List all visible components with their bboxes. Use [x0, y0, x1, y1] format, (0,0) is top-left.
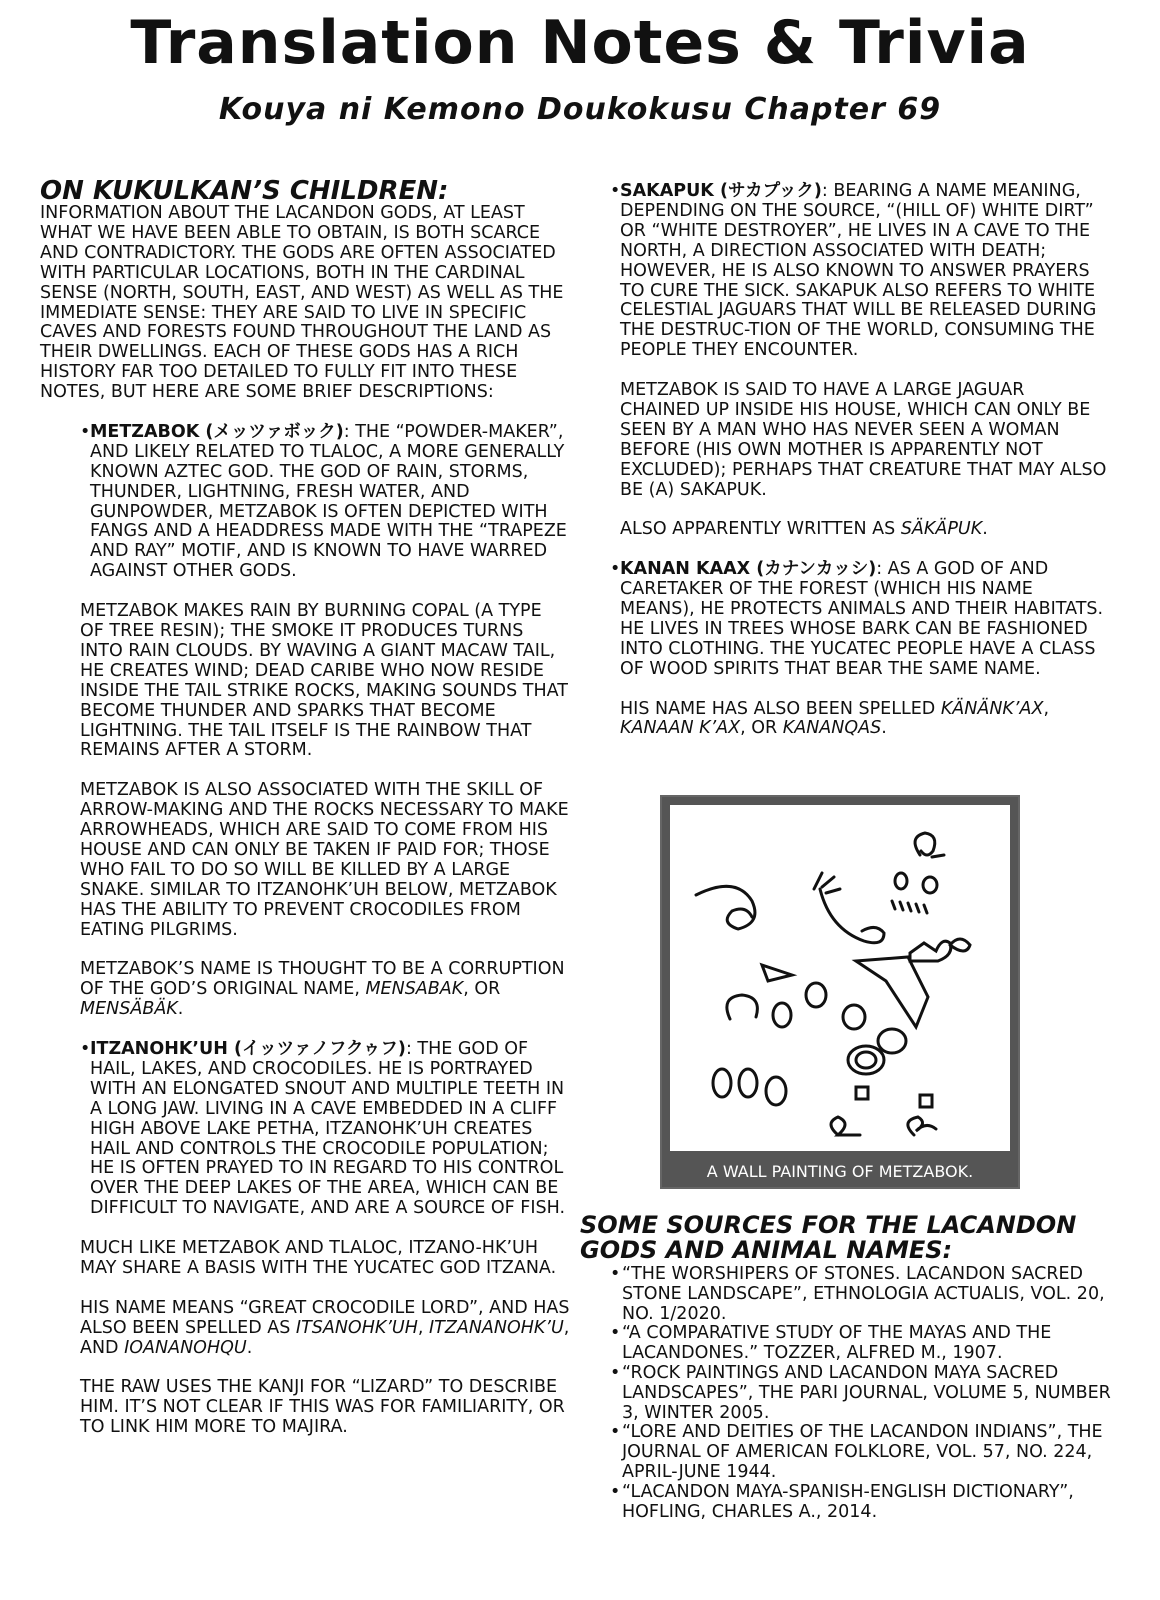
bullet-icon: • [610, 1323, 621, 1344]
source-text: “LACANDON MAYA-SPANISH-ENGLISH DICTIONARY”, HOFLING, CHARLES A., 2014. [622, 1481, 1074, 1522]
alt-spelling: ITZANANOHK’U [429, 1317, 564, 1338]
sources-list [580, 1265, 1120, 1522]
source-text: “ROCK PAINTINGS AND LACANDON MAYA SACRED LANDSCAPES”, THE PARI JOURNAL, VOLUME 5, NUMBER 3, WINTER 2005. [622, 1362, 1111, 1423]
source-text: “A COMPARATIVE STUDY OF THE MAYAS AND THE LACANDONES.” TOZZER, ALFRED M., 1907. [622, 1323, 1052, 1364]
source-text: “THE WORSHIPERS OF STONES. LACANDON SACRED STONE LANDSCAPE”, ETHNOLOGIA ACTUALIS, VOL. 20, NO. 1/2020. [622, 1264, 1105, 1324]
text-segment: . [881, 718, 887, 739]
source-item [610, 1364, 1120, 1423]
entry-sakapuk [610, 182, 1110, 361]
text-segment: , OR [740, 718, 783, 739]
entry-description: : THE “POWDER-MAKER”, AND LIKELY RELATED TO TLALOC, A MORE GENERALLY KNOWN AZTEC GOD. THE GOD OF RAIN, STORMS, THUNDER, LIGHTNING, FRESH WATER, AND GUNPOWDER, METZABOK IS OFTEN DEPICTED WITH FANGS AND A HEADDRESS MADE WITH THE “TRAPEZE AND RAY” MOTIF, AND IS KNOWN TO HAVE WARRED AGAINST OTHER GODS. [90, 421, 567, 582]
text-segment: , AND [80, 1317, 570, 1358]
page-title: Translation Notes & Trivia [130, 8, 1030, 78]
alt-spelling: KANAAN K’AX [620, 718, 741, 739]
entry-description: : AS A GOD OF AND CARETAKER OF THE FOREST (WHICH HIS NAME MEANS), HE PROTECTS ANIMALS AND THEIR HABITATS. HE LIVES IN TREES WHOSE BARK CAN BE FASHIONED INTO CLOTHING. THE YUCATEC PEOPLE HAVE A CLASS OF WOOD SPIRITS THAT BEAR THE SAME NAME. [620, 559, 1104, 679]
alt-spelling: IOANANOHQU [124, 1337, 247, 1358]
left-column [40, 176, 570, 1458]
alt-spelling: MENSABAK [365, 979, 464, 1000]
itzanohkuh-paragraph-4: THE RAW USES THE KANJI FOR “LIZARD” TO DESCRIBE HIM. IT’S NOT CLEAR IF THIS WAS FOR FAMILIARITY, OR TO LINK HIM MORE TO MAJIRA. [80, 1377, 565, 1438]
text-segment: . [177, 999, 184, 1020]
sakapuk-paragraph-3 [610, 520, 1110, 540]
text-segment: METZABOK’S NAME IS THOUGHT TO BE A CORRUPTION OF THE GOD’S ORIGINAL NAME, [80, 959, 565, 1000]
alt-spelling: SÄKÄPUK [900, 519, 983, 540]
text-segment: , OR [463, 979, 501, 1000]
bullet-icon: • [610, 181, 621, 201]
bullet-icon: • [610, 559, 621, 580]
text-segment: HIS NAME MEANS “GREAT CROCODILE LORD”, AND HAS ALSO BEEN SPELLED AS [80, 1297, 570, 1338]
source-item [610, 1483, 1120, 1523]
entry-description: : THE GOD OF HAIL, LAKES, AND CROCODILES. HE IS PORTRAYED WITH AN ELONGATED SNOUT AND MULTIPLE TEETH IN A LONG JAW. LIVING IN A CAVE EMBEDDED IN A CLIFF HIGH ABOVE LAKE PETHA, ITZANOHK’UH CREATES HAIL AND CONTROLS THE CROCODILE POPULATION; HE IS OFTEN PRAYED TO IN REGARD TO HIS CONTROL OVER THE DEEP LAKES OF THE AREA, WHICH CAN BE DIFFICULT TO NAVIGATE, AND ARE A SOURCE OF FISH. [90, 1038, 566, 1219]
entry-name: SAKAPUK (サカプック) [620, 181, 822, 201]
text-segment: , [1043, 698, 1050, 719]
entry-description: : BEARING A NAME MEANING, DEPENDING ON THE SOURCE, “(HILL OF) WHITE DIRT” OR “WHITE DESTROYER”, HE LIVES IN A CAVE TO THE NORTH, A DIRECTION ASSOCIATED WITH DEATH; HOWEVER, HE IS ALSO KNOWN TO ANSWER PRAYERS TO CURE THE SICK. SAKAPUK ALSO REFERS TO WHITE CELESTIAL JAGUARS THAT WILL BE RELEASED DURING THE DESTRUC-TION OF THE WORLD, CONSUMING THE PEOPLE THEY ENCOUNTER. [620, 181, 1097, 361]
sakapuk-paragraph-2: METZABOK IS SAID TO HAVE A LARGE JAGUAR CHAINED UP INSIDE HIS HOUSE, WHICH CAN ONLY BE SEEN BY A MAN WHO HAS NEVER SEEN A WOMAN BEFORE (HIS OWN MOTHER IS APPARENTLY NOT EXCLUDED); PERHAPS THAT CREATURE THAT MAY ALSO BE (A) SAKAPUK. [620, 380, 1107, 500]
bullet-icon: • [610, 1264, 621, 1284]
entry-itzanohkuh [80, 1040, 570, 1219]
alt-spelling: KÄNÄNK’AX [940, 698, 1044, 719]
source-item [610, 1265, 1120, 1324]
intro-paragraph: INFORMATION ABOUT THE LACANDON GODS, AT LEAST WHAT WE HAVE BEEN ABLE TO OBTAIN, IS BOTH SCARCE AND CONTRADICTORY. THE GODS ARE OFTEN ASSOCIATED WITH PARTICULAR LOCATIONS, BOTH IN THE CARDINAL SENSE (NORTH, SOUTH, EAST, AND WEST) AS WELL AS THE IMMEDIATE SENSE: THEY ARE SAID TO LIVE IN SPECIFIC CAVES AND FORESTS FOUND THROUGHOUT THE LAND AS THEIR DWELLINGS. EACH OF THESE GODS HAS A RICH HISTORY FAR TOO DETAILED TO FULLY FIT INTO THESE NOTES, BUT HERE ARE SOME BRIEF DESCRIPTIONS: [40, 203, 564, 403]
text-segment: . [246, 1337, 253, 1358]
source-text: “LORE AND DEITIES OF THE LACANDON INDIANS”, THE JOURNAL OF AMERICAN FOLKLORE, VOL. 57, NO. 224, APRIL-JUNE 1944. [622, 1422, 1103, 1482]
source-item [610, 1324, 1120, 1364]
kanan-kaax-paragraph-2 [610, 700, 1110, 740]
section-heading-kukulkan: ON KUKULKAN’S CHILDREN: [40, 176, 449, 206]
figure-caption: A WALL PAINTING OF METZABOK. [706, 1162, 974, 1181]
text-segment: . [982, 519, 988, 540]
text-segment: , [417, 1317, 430, 1338]
text-segment: ALSO APPARENTLY WRITTEN AS [620, 519, 901, 540]
entry-name: METZABOK (メッツァボック) [90, 421, 344, 442]
bullet-icon: • [610, 1422, 621, 1443]
alt-spelling: ITSANOHK’UH [295, 1317, 418, 1338]
bullet-icon: • [80, 421, 91, 442]
alt-spelling: KANANQAS [782, 718, 882, 739]
alt-spelling: MENSÄBÄK [80, 999, 178, 1020]
bullet-icon: • [610, 1362, 621, 1383]
sources-heading: SOME SOURCES FOR THE LACANDON GODS AND ANIMAL NAMES: [580, 1211, 1077, 1264]
text-segment: HIS NAME HAS ALSO BEEN SPELLED [620, 698, 941, 719]
itzanohkuh-paragraph-3 [80, 1299, 570, 1359]
entry-metzabok [80, 423, 570, 582]
itzanohkuh-paragraph-2: MUCH LIKE METZABOK AND TLALOC, ITZANO-HK’UH MAY SHARE A BASIS WITH THE YUCATEC GOD ITZANA. [80, 1238, 557, 1278]
metzabok-painting-illustration [670, 805, 1010, 1151]
metzabok-paragraph-2: METZABOK MAKES RAIN BY BURNING COPAL (A TYPE OF TREE RESIN); THE SMOKE IT PRODUCES TURNS INTO RAIN CLOUDS. BY WAVING A GIANT MACAW TAIL, HE CREATES WIND; DEAD CARIBE WHO NOW RESIDE INSIDE THE TAIL STRIKE ROCKS, MAKING SOUNDS THAT BECOME THUNDER AND SPARKS THAT BECOME LIGHTNING. THE TAIL ITSELF IS THE RAINBOW THAT REMAINS AFTER A STORM. [80, 601, 568, 761]
page-subtitle: Kouya ni Kemono Doukokusu Chapter 69 [218, 92, 942, 127]
bullet-icon: • [80, 1038, 91, 1059]
source-item [610, 1423, 1120, 1482]
entry-kanan-kaax [610, 560, 1110, 679]
metzabok-paragraph-4 [80, 960, 570, 1020]
entry-name: ITZANOHK’UH (イッツァノフクゥフ) [90, 1038, 406, 1059]
metzabok-paragraph-3: METZABOK IS ALSO ASSOCIATED WITH THE SKILL OF ARROW-MAKING AND THE ROCKS NECESSARY TO MAKE ARROWHEADS, WHICH ARE SAID TO COME FROM HIS HOUSE AND CAN ONLY BE TAKEN IF PAID FOR; THOSE WHO FAIL TO DO SO WILL BE KILLED BY A LARGE SNAKE. SIMILAR TO ITZANOHK’UH BELOW, METZABOK HAS THE ABILITY TO PREVENT CROCODILES FROM EATING PILGRIMS. [80, 780, 569, 940]
right-column [610, 182, 1110, 759]
entry-name: KANAN KAAX (カナンカッシ) [620, 559, 877, 580]
bullet-icon: • [610, 1481, 621, 1502]
sources-section [580, 1213, 1120, 1522]
wall-painting-image [670, 805, 1010, 1151]
wall-painting-figure [660, 795, 1020, 1189]
